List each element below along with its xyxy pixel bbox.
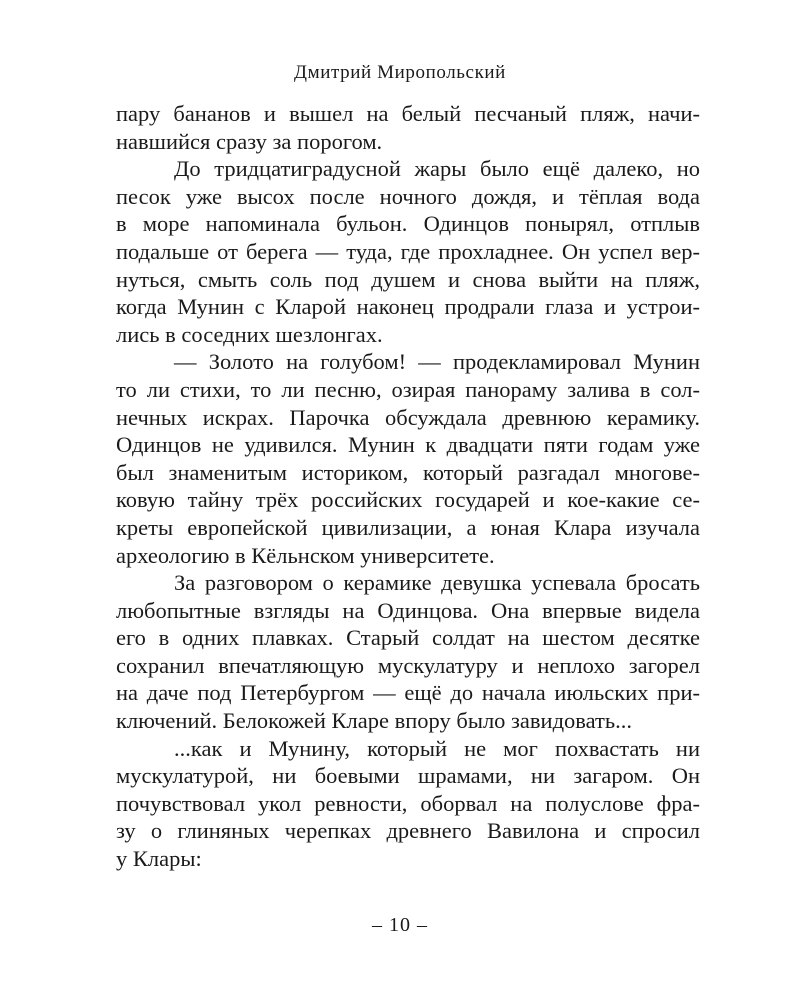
text-line: археологию в Кёльнском университете. — [116, 542, 495, 568]
text-line: на даче под Петербургом — ещё до начала июльских при- — [116, 680, 700, 706]
text-line: мускулатурой, ни боевыми шрамами, ни загаром. Он — [116, 763, 700, 789]
text-line: ковую тайну трёх российских государей и кое-какие се- — [116, 487, 700, 513]
text-line: сохранил впечатляющую мускулатуру и неплохо загорел — [116, 652, 700, 678]
running-header: Дмитрий Миропольский — [294, 62, 506, 83]
text-line: был знаменитым историком, который разгадал многове- — [116, 459, 700, 485]
text-line: пару бананов и вышел на белый песчаный пляж, начи- — [116, 101, 700, 126]
text-line: песок уже высох после ночного дождя, и тёплая вода — [116, 183, 700, 209]
text-line: навшийся сразу за порогом. — [116, 128, 383, 154]
text-line: нуться, смыть соль под душем и снова выйти на пляж, — [116, 266, 700, 292]
page-number: – 10 – — [372, 914, 428, 936]
text-line: зу о глиняных черепках древнего Вавилона и спросил — [116, 818, 700, 844]
text-line: в море напоминала бульон. Одинцов понырял, отплыв — [116, 211, 700, 237]
paragraph-first-line: За разговором о керамике девушка успевала бросать — [174, 570, 700, 596]
paragraph-first-line: До тридцатиградусной жары было ещё далеко, но — [174, 156, 700, 182]
text-line: когда Мунин с Кларой наконец продрали глаза и устрои- — [116, 294, 700, 320]
text-line: подальше от берега — туда, где прохладнее. Он успел вер- — [116, 238, 700, 264]
text-line: креты европейской цивилизации, а юная Клара изучала — [116, 514, 700, 540]
text-line: ключений. Белокожей Кларе впору было завидовать... — [116, 708, 632, 734]
text-line: у Клары: — [116, 846, 202, 872]
text-line: почувствовал укол ревности, оборвал на полуслове фра- — [116, 790, 700, 816]
text-line: любопытные взгляды на Одинцова. Она впервые видела — [116, 597, 700, 623]
text-line: лись в соседних шезлонгах. — [116, 321, 383, 347]
text-line: его в одних плавках. Старый солдат на шестом десятке — [116, 625, 700, 651]
text-line: нечных искрах. Парочка обсуждала древнюю керамику. — [116, 404, 700, 430]
paragraph-first-line: ...как и Мунину, который не мог похвастать ни — [174, 735, 700, 761]
body-text — [116, 100, 700, 873]
paragraph-first-line: — Золото на голубом! — продекламировал Мунин — [174, 349, 700, 375]
text-line: Одинцов не удивился. Мунин к двадцати пяти годам уже — [116, 432, 700, 458]
text-line: то ли стихи, то ли песню, озирая панораму залива в сол- — [116, 376, 700, 402]
